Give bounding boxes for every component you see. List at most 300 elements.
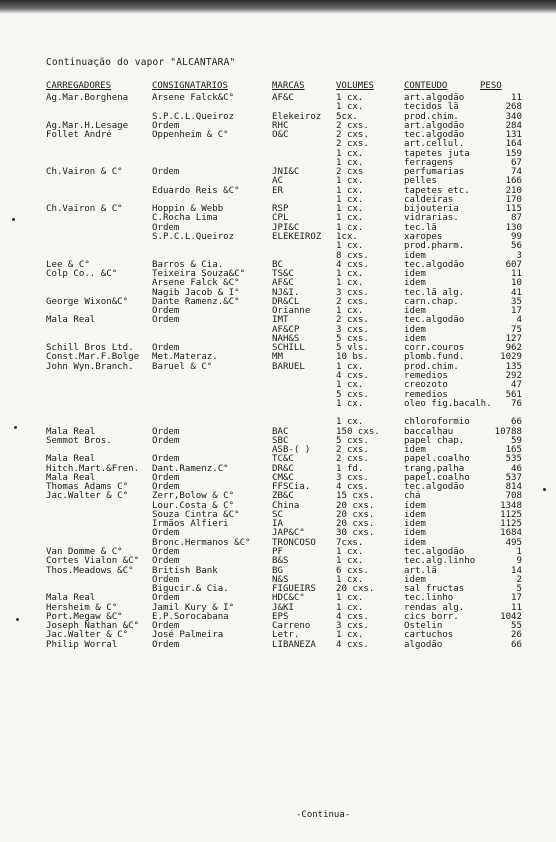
cell-peso: 131 <box>505 130 522 141</box>
cell-peso: 55 <box>511 621 522 632</box>
cell-volumes: 5cx. <box>336 111 358 122</box>
cell-volumes: 2 cxs. <box>336 139 369 150</box>
cell-volumes: 20 cxs. <box>336 500 375 511</box>
cell-marca: IA <box>272 519 283 530</box>
cell-conteudo: papel chap. <box>404 435 465 446</box>
scan-speck <box>543 488 546 491</box>
cell-consignatario: Ordem <box>152 426 180 437</box>
cell-marca: RHC <box>272 120 289 131</box>
table-row <box>0 140 556 149</box>
cell-consignatario: S.P.C.L.Queiroz <box>152 231 235 242</box>
cell-volumes: 1 cx. <box>336 269 364 280</box>
cell-consignatario: C.Rocha Lima <box>152 213 218 224</box>
cell-carregador: Jac.Walter & C° <box>46 630 129 641</box>
cell-conteudo: art.algodão <box>404 93 465 103</box>
cell-conteudo: idem <box>404 519 426 530</box>
cell-consignatario: Ordem <box>152 482 180 493</box>
cell-volumes: 2 cxs. <box>336 296 369 307</box>
cell-volumes: 1 cx. <box>336 148 364 159</box>
cell-conteudo: tec.alg.linho <box>404 556 476 567</box>
cell-peso: 292 <box>505 370 522 381</box>
table-row <box>0 400 556 409</box>
cell-conteudo: xaropes <box>404 231 443 242</box>
cell-marca: DR&C <box>272 463 294 474</box>
cell-peso: 14 <box>511 565 522 576</box>
cell-volumes: 30 cxs. <box>336 528 375 539</box>
cell-volumes: 1 cx. <box>336 380 364 391</box>
cell-volumes: 2 cxs. <box>336 130 369 141</box>
cell-marca: BARUEL <box>272 361 305 372</box>
cell-consignatario: S.P.C.L.Queiroz <box>152 111 235 122</box>
cell-carregador: Lee & C° <box>46 259 90 270</box>
cell-volumes: 1 cx. <box>336 556 364 567</box>
cell-carregador: Port.Megaw &C° <box>46 611 123 622</box>
cell-volumes: 20 cxs. <box>336 509 375 520</box>
cell-carregador: Thomas Adams C° <box>46 482 129 493</box>
header-peso: PESO <box>480 81 502 91</box>
cell-consignatario: Ordem <box>152 593 180 604</box>
cell-conteudo: tapetes juta <box>404 148 470 159</box>
cell-conteudo: corr.couros <box>404 343 465 354</box>
cell-volumes: 1 cx. <box>336 602 364 613</box>
cell-volumes: 2 cxs <box>336 167 364 178</box>
cell-consignatario: Eduardo Reis &C° <box>152 185 240 196</box>
cell-consignatario: Arsene Falck &C° <box>152 278 240 289</box>
cell-marca: BAC <box>272 426 289 437</box>
cell-marca: CPL <box>272 213 289 224</box>
cell-marca: TC&C <box>272 454 294 465</box>
cell-conteudo: idem <box>404 574 426 585</box>
cell-carregador: Mala Real <box>46 426 96 437</box>
cell-marca: B&S <box>272 556 289 567</box>
cell-consignatario: Bigucir.& Cia. <box>152 584 229 595</box>
cell-conteudo: rendas alg. <box>404 602 465 613</box>
cell-peso: 210 <box>505 185 522 196</box>
cell-marca: HDC&C° <box>272 593 305 604</box>
cell-peso: 87 <box>511 213 522 224</box>
cell-volumes: 1 cx. <box>336 417 364 428</box>
cell-consignatario: Dante Ramenz.&C° <box>152 296 240 307</box>
cell-consignatario: Jamil Kury & I° <box>152 602 235 613</box>
cell-conteudo: idem <box>404 250 426 261</box>
cell-conteudo: chloroformio <box>404 417 470 428</box>
cell-conteudo: tapetes etc. <box>404 185 470 196</box>
cell-volumes: 1 cx. <box>336 93 364 103</box>
cell-carregador: Ch.Vairon & C° <box>46 167 123 178</box>
cell-peso: 535 <box>505 454 522 465</box>
cell-marca: Orianne <box>272 306 311 317</box>
cell-volumes: 4 cxs. <box>336 639 369 650</box>
cell-peso: 1125 <box>500 509 522 520</box>
cell-marca: EPS <box>272 611 289 622</box>
cell-conteudo: idem <box>404 445 426 456</box>
cell-peso: 17 <box>511 306 522 317</box>
cell-peso: 4 <box>516 315 522 326</box>
cell-peso: 26 <box>511 630 522 641</box>
cell-conteudo: idem <box>404 269 426 280</box>
cell-consignatario: Ordem <box>152 472 180 483</box>
cell-conteudo: idem <box>404 306 426 317</box>
cell-consignatario: Ordem <box>152 222 180 233</box>
cell-peso: 166 <box>505 176 522 187</box>
cell-volumes: 1 cx. <box>336 361 364 372</box>
cell-conteudo: idem <box>404 537 426 548</box>
cell-conteudo: perfumarias <box>404 167 465 178</box>
cell-peso: 66 <box>511 639 522 650</box>
cell-consignatario: Hoppin & Webb <box>152 204 224 215</box>
cell-volumes: 1 cx. <box>336 102 364 113</box>
cell-marca: BG <box>272 565 283 576</box>
header-conteudo: CONTEUDO <box>404 81 448 91</box>
cell-volumes: 10 bs. <box>336 352 369 363</box>
cell-peso: 10788 <box>494 426 522 437</box>
scan-speck <box>16 618 19 621</box>
cell-volumes: 150 cxs. <box>336 426 380 437</box>
cell-carregador: John Wyn.Branch. <box>46 361 134 372</box>
cell-conteudo: algodão <box>404 639 443 650</box>
cell-peso: 46 <box>511 463 522 474</box>
cell-volumes: 1 cx. <box>336 204 364 215</box>
cell-marca: AC <box>272 176 283 187</box>
cell-carregador: Semmot Bros. <box>46 435 112 446</box>
cell-consignatario: Oppenheim & C° <box>152 130 229 141</box>
cell-consignatario: Bronc.Hermanos &C° <box>152 537 251 548</box>
cell-consignatario: E.P.Sorocabana <box>152 611 229 622</box>
cell-carregador: Mala Real <box>46 593 96 604</box>
cell-peso: 1 <box>516 547 522 558</box>
cell-carregador: Const.Mar.F.Bolge <box>46 352 140 363</box>
cell-volumes: 5 cxs. <box>336 389 369 400</box>
cell-conteudo: cics borr. <box>404 611 459 622</box>
cell-marca: N&S <box>272 574 289 585</box>
cell-consignatario: Ordem <box>152 547 180 558</box>
cell-conteudo: vidrarias. <box>404 213 459 224</box>
cell-carregador: Thos.Meadows &C° <box>46 565 134 576</box>
cell-peso: 130 <box>505 222 522 233</box>
cell-consignatario: Ordem <box>152 343 180 354</box>
cell-peso: 165 <box>505 445 522 456</box>
table-row <box>0 242 556 251</box>
cell-consignatario: José Palmeira <box>152 630 224 641</box>
table-row <box>0 409 556 418</box>
cell-marca: TRONCOSO <box>272 537 316 548</box>
cell-peso: 11 <box>511 602 522 613</box>
cell-carregador: Philip Worral <box>46 639 118 650</box>
cell-marca: Elekeiroz <box>272 111 322 122</box>
cell-marca: IMT <box>272 315 289 326</box>
cell-carregador: Van Domme & C° <box>46 547 123 558</box>
cell-marca: FFSCia. <box>272 482 311 493</box>
cell-volumes: 1 cx. <box>336 398 364 409</box>
cell-marca: ELEKEIROZ <box>272 231 322 242</box>
cell-conteudo: idem <box>404 500 426 511</box>
cell-conteudo: tec.algodão <box>404 547 465 558</box>
cell-peso: 11 <box>511 269 522 280</box>
cell-consignatario: Baruel & C° <box>152 361 213 372</box>
cell-carregador: Mala Real <box>46 472 96 483</box>
cell-volumes: 6 cxs. <box>336 565 369 576</box>
cell-conteudo: tec.lã <box>404 222 437 233</box>
cell-volumes: 1 cx. <box>336 194 364 205</box>
cell-carregador: Hitch.Mart.&Fren. <box>46 463 140 474</box>
cell-conteudo: idem <box>404 509 426 520</box>
cell-conteudo: tec.algodão <box>404 259 465 270</box>
cell-conteudo: tec.linho <box>404 593 454 604</box>
cell-carregador: Mala Real <box>46 454 96 465</box>
cell-conteudo: carn.chap. <box>404 296 459 307</box>
cell-volumes: 1 cx. <box>336 185 364 196</box>
table-row <box>0 233 556 242</box>
cell-consignatario: Ordem <box>152 621 180 632</box>
cell-consignatario: Ordem <box>152 120 180 131</box>
cell-conteudo: trang.palha <box>404 463 465 474</box>
cell-peso: 2 <box>516 574 522 585</box>
cell-marca: TS&C <box>272 269 294 280</box>
cell-conteudo: pelles <box>404 176 437 187</box>
cell-consignatario: Ordem <box>152 639 180 650</box>
cell-marca: CM&C <box>272 472 294 483</box>
cell-peso: 1684 <box>500 528 522 539</box>
cell-peso: 561 <box>505 389 522 400</box>
cell-carregador: Ch.Vairon & C° <box>46 204 123 215</box>
cell-consignatario: Zerr,Bolow & C° <box>152 491 235 502</box>
table-row <box>0 641 556 650</box>
cell-peso: 17 <box>511 593 522 604</box>
cell-consignatario: Barros & Cia. <box>152 259 224 270</box>
cell-peso: 1348 <box>500 500 522 511</box>
cell-volumes: 15 cxs. <box>336 491 375 502</box>
cell-volumes: 4 cxs. <box>336 259 369 270</box>
cell-conteudo: cartuchos <box>404 630 454 641</box>
cell-volumes: 1cx. <box>336 231 358 242</box>
cell-conteudo: idem <box>404 528 426 539</box>
cell-volumes: 1 cx. <box>336 630 364 641</box>
cell-conteudo: Ostelin <box>404 621 443 632</box>
cell-marca: JNI&C <box>272 167 300 178</box>
cell-marca: NJ&I. <box>272 287 300 298</box>
cell-peso: 607 <box>505 259 522 270</box>
cell-conteudo: papel.coalho <box>404 454 470 465</box>
cell-peso: 708 <box>505 491 522 502</box>
document-title: Continuação do vapor "ALCANTARA" <box>46 57 236 68</box>
cell-peso: 814 <box>505 482 522 493</box>
cell-marca: DR&CL <box>272 296 300 307</box>
cell-carregador: Colp Co.. &C° <box>46 269 118 280</box>
cell-carregador: Follet André <box>46 130 112 141</box>
cell-marca: AF&C <box>272 278 294 289</box>
cell-conteudo: sal fructas <box>404 584 465 595</box>
cell-conteudo: art.algodão <box>404 120 465 131</box>
cell-marca: Carreno <box>272 621 311 632</box>
cell-carregador: Hersheim & C° <box>46 602 118 613</box>
cell-conteudo: chá <box>404 491 421 502</box>
cell-volumes: 2 cxs. <box>336 454 369 465</box>
cell-peso: 3 <box>516 250 522 261</box>
cell-peso: 164 <box>505 139 522 150</box>
cell-conteudo: plomb.fund. <box>404 352 465 363</box>
cell-peso: 76 <box>511 398 522 409</box>
cell-consignatario: Lour.Costa & C° <box>152 500 235 511</box>
cell-consignatario: Dant.Ramenz.C° <box>152 463 229 474</box>
cell-peso: 1029 <box>500 352 522 363</box>
cell-conteudo: idem <box>404 278 426 289</box>
cell-marca: PF <box>272 547 283 558</box>
cell-marca: SBC <box>272 435 289 446</box>
cell-volumes: 4 cxs. <box>336 370 369 381</box>
cell-volumes: 3 cxs. <box>336 621 369 632</box>
cell-marca: JAP&C° <box>272 528 305 539</box>
cell-conteudo: tec.algodão <box>404 482 465 493</box>
cell-carregador: Jac.Walter & C° <box>46 491 129 502</box>
cell-consignatario: Ordem <box>152 306 180 317</box>
cell-peso: 74 <box>511 167 522 178</box>
cell-consignatario: Souza Cintra &C° <box>152 509 240 520</box>
cell-marca: SC <box>272 509 283 520</box>
table-row <box>0 187 556 196</box>
cell-consignatario: Ordem <box>152 454 180 465</box>
cell-peso: 170 <box>505 194 522 205</box>
cell-marca: NAH&S <box>272 333 300 344</box>
table-row <box>0 363 556 372</box>
cell-consignatario: Teixeira Souza&C° <box>152 269 246 280</box>
cell-peso: 99 <box>511 231 522 242</box>
cell-volumes: 1 cx. <box>336 306 364 317</box>
cell-volumes: 2 cxs. <box>336 445 369 456</box>
cell-peso: 495 <box>505 537 522 548</box>
cell-volumes: 3 cxs. <box>336 287 369 298</box>
cell-volumes: 4 cxs. <box>336 611 369 622</box>
cell-peso: 135 <box>505 361 522 372</box>
cell-marca: MM <box>272 352 283 363</box>
table-row <box>0 150 556 159</box>
cell-carregador: Mala Real <box>46 315 96 326</box>
cell-volumes: 3 cxs. <box>336 472 369 483</box>
cell-conteudo: prod.chim. <box>404 111 459 122</box>
cell-peso: 1125 <box>500 519 522 530</box>
cell-consignatario: Ordem <box>152 574 180 585</box>
cell-volumes: 2 cxs. <box>336 120 369 131</box>
header-carregadores: CARREGADORES <box>46 81 112 91</box>
cell-carregador: Ag.Mar.H.Lesage <box>46 120 129 131</box>
cell-peso: 340 <box>505 111 522 122</box>
cell-conteudo: remedios <box>404 389 448 400</box>
cell-peso: 35 <box>511 296 522 307</box>
cell-peso: 59 <box>511 435 522 446</box>
cell-carregador: Schill Bros Ltd. <box>46 343 134 354</box>
cell-volumes: 1 cx. <box>336 547 364 558</box>
cell-volumes: 5 vls. <box>336 343 369 354</box>
cell-conteudo: oleo fig.bacalh. <box>404 398 492 409</box>
cell-conteudo: tec.lã alg. <box>404 287 465 298</box>
cell-peso: 115 <box>505 204 522 215</box>
cell-volumes: 1 fd. <box>336 463 364 474</box>
cell-conteudo: prod.chim. <box>404 361 459 372</box>
cell-carregador: George Wixon&C° <box>46 296 129 307</box>
cell-marca: SCHILL <box>272 343 305 354</box>
cell-peso: 127 <box>505 333 522 344</box>
cell-consignatario: Arsene Falck&C° <box>152 93 235 103</box>
table-row <box>0 372 556 381</box>
cell-volumes: 2 cxs. <box>336 315 369 326</box>
cell-volumes: 1 cx. <box>336 574 364 585</box>
cell-volumes: 4 cxs. <box>336 482 369 493</box>
cell-conteudo: tecidos lã <box>404 102 459 113</box>
cell-volumes: 1 cx. <box>336 278 364 289</box>
cell-conteudo: tec.algodão <box>404 130 465 141</box>
cell-peso: 1042 <box>500 611 522 622</box>
cell-volumes: 7cxs. <box>336 537 364 548</box>
manifest-table <box>0 94 556 650</box>
cell-conteudo: ferragens <box>404 157 454 168</box>
cell-volumes: 1 cx. <box>336 222 364 233</box>
table-row <box>0 381 556 390</box>
cell-marca: JPI&C <box>272 222 300 233</box>
cell-marca: Letr. <box>272 630 300 641</box>
cell-consignatario: Nagib Jacob & I° <box>152 287 240 298</box>
cell-consignatario: Ordem <box>152 315 180 326</box>
cell-marca: RSP <box>272 204 289 215</box>
cell-conteudo: caldeiras <box>404 194 454 205</box>
cell-conteudo: papel.coalho <box>404 472 470 483</box>
cell-volumes: 8 cxs. <box>336 250 369 261</box>
cell-consignatario: British Bank <box>152 565 218 576</box>
cell-conteudo: baccalhau <box>404 426 454 437</box>
cell-volumes: 3 cxs. <box>336 324 369 335</box>
cell-peso: 962 <box>505 343 522 354</box>
cell-peso: 284 <box>505 120 522 131</box>
cell-volumes: 1 cx. <box>336 176 364 187</box>
cell-marca: ZB&C <box>272 491 294 502</box>
cell-volumes: 1 cx. <box>336 213 364 224</box>
cell-conteudo: bijouteria <box>404 204 459 215</box>
cell-peso: 5 <box>516 584 522 595</box>
cell-consignatario: Ordem <box>152 556 180 567</box>
cell-carregador: Cortes Vialon &C° <box>46 556 140 567</box>
cell-consignatario: Ordem <box>152 528 180 539</box>
cell-marca: China <box>272 500 300 511</box>
scan-speck <box>14 426 17 429</box>
cell-peso: 47 <box>511 380 522 391</box>
cell-peso: 67 <box>511 157 522 168</box>
table-row <box>0 94 556 103</box>
cell-marca: BC <box>272 259 283 270</box>
cell-volumes: 1 cx. <box>336 241 364 252</box>
continua-footer: -Continua- <box>296 810 351 820</box>
table-row <box>0 131 556 140</box>
cell-marca: AF&C <box>272 93 294 103</box>
scan-top-edge <box>0 0 556 14</box>
cell-conteudo: idem <box>404 333 426 344</box>
scan-speck <box>12 218 15 221</box>
header-consignatarios: CONSIGNATARIOS <box>152 81 228 91</box>
cell-peso: 10 <box>511 278 522 289</box>
cell-marca: O&C <box>272 130 289 141</box>
cell-conteudo: prod.pharm. <box>404 241 465 252</box>
cell-peso: 159 <box>505 148 522 159</box>
cell-marca: ER <box>272 185 283 196</box>
cell-consignatario: Irmãos Alfieri <box>152 519 229 530</box>
cell-peso: 41 <box>511 287 522 298</box>
cell-volumes: 1 cx. <box>336 157 364 168</box>
cell-marca: ASB-( ) <box>272 445 311 456</box>
cell-consignatario: Ordem <box>152 435 180 446</box>
cell-marca: J&KI <box>272 602 294 613</box>
cell-conteudo: art.lã <box>404 565 437 576</box>
cell-volumes: 1 cx. <box>336 593 364 604</box>
cell-conteudo: art.cellul. <box>404 139 465 150</box>
cell-peso: 56 <box>511 241 522 252</box>
header-marcas: MARCAS <box>272 81 305 91</box>
